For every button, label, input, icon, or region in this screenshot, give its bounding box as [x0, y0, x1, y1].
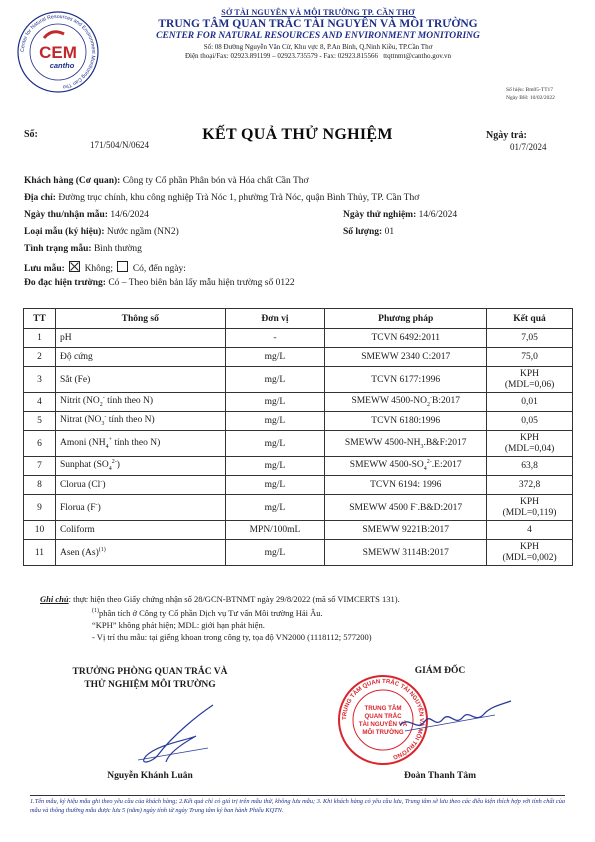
form-number: Số hiệu: Bm05-TT17	[506, 87, 554, 93]
cell-unit: mg/L	[225, 540, 325, 566]
cell-method	[325, 412, 487, 431]
method-subscript: 3	[420, 443, 424, 450]
col-header-unit: Đơn vị	[225, 309, 325, 329]
left-signatory-name: Nguyễn Khánh Luân	[107, 771, 193, 781]
stamp-ring-text: TRUNG TÂM QUAN TRẮC TÀI NGUYÊN VÀ MÔI TRƯỜNG	[341, 678, 425, 760]
cell-method	[325, 457, 487, 476]
param-text: Nitrat (NO	[59, 415, 102, 426]
note-text-1: : thực hiện theo Giấy chứng nhận số 28/GCN-BTNMT ngày 29/8/2022 (mã số VIMCERTS 131).	[68, 594, 400, 604]
address-value: Đường trục chính, khu công nghiệp Trà Nóc 1, phường Trà Nóc, quận Bình Thủy, TP. Cần Thơ	[58, 193, 420, 203]
col-header-method: Phương pháp	[325, 309, 487, 329]
cell-unit: mg/L	[225, 348, 325, 367]
cell-method	[325, 521, 487, 540]
table-row	[24, 457, 573, 476]
result-value: KPH	[520, 541, 540, 552]
cell-result	[487, 367, 573, 393]
logo-ring-text: Center for Natural Resources and Environment Monitoring Can Tho	[19, 13, 97, 90]
stamp-line-4: MÔI TRƯỜNG	[362, 729, 404, 736]
table-header-row	[24, 309, 573, 329]
table-row	[24, 495, 573, 521]
param-tail: tính theo N)	[106, 415, 155, 426]
cell-tt: 8	[24, 476, 56, 495]
method-text: SMEWW 2340 C:2017	[361, 352, 451, 362]
result-value: 0,01	[521, 396, 538, 407]
param-superscript: -	[104, 414, 107, 421]
table-row	[24, 367, 573, 393]
stamp-line-1: TRUNG TÂM	[364, 705, 402, 712]
result-value: 4	[527, 524, 532, 535]
results-table	[23, 308, 573, 566]
result-value: KPH	[520, 432, 540, 443]
report-number: 171/504/N/0624	[90, 140, 150, 150]
col-header-param: Thông số	[55, 309, 225, 329]
param-text: Asen (As)	[59, 548, 99, 559]
customer-value: Công ty Cổ phần Phân bón và Hóa chất Cần Thơ	[122, 176, 309, 186]
table-row	[24, 521, 573, 540]
address-label: Địa chỉ:	[24, 193, 56, 203]
param-tail: )	[116, 460, 120, 471]
cell-result	[487, 329, 573, 348]
param-superscript: -	[100, 479, 103, 486]
param-text: Amoni (NH	[59, 438, 106, 449]
cell-unit: mg/L	[225, 495, 325, 521]
retention-yes-checkbox[interactable]	[117, 261, 128, 272]
customer-label: Khách hàng (Cơ quan):	[24, 176, 121, 186]
condition-value: Bình thường	[93, 244, 142, 254]
sample-type-line	[24, 227, 179, 237]
stamp-line-2: QUAN TRẮC	[364, 713, 402, 720]
table-body	[24, 329, 573, 566]
dept-name: SỞ TÀI NGUYÊN VÀ MÔI TRƯỜNG TP. CẦN THƠ	[221, 8, 415, 17]
param-text: Sunphat (SO	[59, 460, 109, 471]
cell-tt: 9	[24, 495, 56, 521]
result-value: KPH	[520, 368, 540, 379]
note-sup: (1)	[92, 608, 99, 614]
method-tail: B:2017	[432, 396, 460, 407]
address-line	[24, 193, 419, 203]
right-signatory-title: GIÁM ĐỐC	[414, 666, 466, 676]
form-date: Ngày BH: 10/02/2022	[506, 95, 555, 101]
retention-line	[24, 261, 186, 274]
cell-unit: mg/L	[225, 476, 325, 495]
cell-tt: 3	[24, 367, 56, 393]
note-line-4: - Vị trí thu mẫu: tại giếng khoan trong công ty, tọa độ VN2000 (1118112; 577200)	[92, 631, 372, 642]
cell-method	[325, 495, 487, 521]
quantity-label: Số lượng:	[343, 227, 383, 237]
result-mdl: (MDL=0,04)	[504, 443, 555, 454]
cell-tt: 1	[24, 329, 56, 348]
center-name-en: CENTER FOR NATURAL RESOURCES AND ENVIRONMENT MONITORING	[156, 31, 480, 41]
cell-result	[487, 540, 573, 566]
retention-no-checkbox[interactable]	[69, 261, 80, 272]
table-row	[24, 348, 573, 367]
sample-type-value: Nước ngầm (NN2)	[106, 227, 179, 237]
left-title-line-2: THỬ NGHIỆM MÔI TRƯỜNG	[84, 680, 216, 690]
cell-result	[487, 521, 573, 540]
method-text: SMEWW 4500-NH	[344, 437, 421, 448]
customer-line	[24, 176, 309, 186]
cell-unit: mg/L	[225, 412, 325, 431]
retention-label: Lưu mẫu:	[24, 264, 65, 274]
center-contact	[108, 52, 528, 60]
condition-line	[24, 244, 142, 254]
return-date-label: Ngày trả:	[486, 130, 527, 141]
test-date-label: Ngày thử nghiệm:	[343, 210, 417, 220]
note-line-3: “KPH” không phát hiện; MDL: giới hạn phát hiện.	[92, 619, 265, 630]
cell-method	[325, 329, 487, 348]
cell-unit: mg/L	[225, 367, 325, 393]
result-value: 63,8	[521, 460, 538, 471]
field-measure-value: Có – Theo biên bản lấy mẫu hiện trường số 0122	[108, 278, 295, 288]
param-subscript: 3	[101, 421, 105, 428]
cell-unit: mg/L	[225, 457, 325, 476]
table-row	[24, 393, 573, 412]
param-text: Độ cứng	[59, 352, 93, 362]
table-row	[24, 329, 573, 348]
condition-label: Tình trạng mẫu:	[24, 244, 92, 254]
left-signatory-title	[45, 666, 255, 692]
cell-method	[325, 431, 487, 457]
param-text: Nitrit (NO	[59, 396, 100, 407]
param-text: Coliform	[59, 525, 95, 535]
method-tail: .B&D:2017	[417, 503, 463, 514]
cell-tt: 10	[24, 521, 56, 540]
cell-param	[55, 540, 225, 566]
cell-tt: 2	[24, 348, 56, 367]
result-value: 7,05	[521, 332, 538, 343]
param-tail: tính theo N)	[104, 396, 154, 407]
param-superscript: +	[108, 436, 112, 443]
param-text: pH	[59, 333, 72, 343]
cell-param	[55, 329, 225, 348]
param-subscript: 4	[105, 444, 109, 451]
method-text: TCVN 6180:1996	[371, 416, 441, 426]
contact-email[interactable]: ttqttnmt@cantho.gov.vn	[383, 52, 452, 60]
sample-date-line	[24, 210, 149, 220]
quantity-line	[343, 227, 394, 237]
cem-logo	[14, 8, 102, 96]
method-superscript: -	[430, 395, 432, 402]
result-mdl: (MDL=0,119)	[502, 507, 557, 518]
cell-unit: -	[225, 329, 325, 348]
param-superscript: (1)	[98, 546, 106, 553]
param-superscript: -	[102, 395, 105, 402]
cell-result	[487, 476, 573, 495]
cell-param	[55, 412, 225, 431]
right-signatory-name: Đoàn Thanh Tâm	[404, 771, 476, 781]
field-measure-line	[24, 278, 295, 288]
table-row	[24, 540, 573, 566]
method-tail: .E:2017	[431, 460, 462, 471]
stamp-line-3: TÀI NGUYÊN VÀ	[358, 721, 408, 728]
retention-yes-label: Có, đến ngày:	[132, 264, 186, 274]
cell-param	[55, 521, 225, 540]
cell-param	[55, 348, 225, 367]
method-text: SMEWW 4500-NO	[351, 396, 427, 407]
table-row	[24, 431, 573, 457]
method-text: TCVN 6492:2011	[371, 333, 440, 343]
param-tail: )	[97, 503, 101, 514]
method-subscript: 4	[423, 466, 427, 473]
report-number-label: Số:	[24, 129, 38, 140]
table-row	[24, 412, 573, 431]
cell-tt: 6	[24, 431, 56, 457]
cell-unit: mg/L	[225, 393, 325, 412]
cell-unit: mg/L	[225, 431, 325, 457]
cell-tt: 11	[24, 540, 56, 566]
result-value: 75,0	[521, 351, 538, 362]
cell-method	[325, 348, 487, 367]
form-revision	[506, 86, 555, 102]
quantity-value: 01	[384, 227, 395, 237]
param-text: Sắt (Fe)	[59, 374, 91, 385]
method-text: SMEWW 3114B:2017	[362, 547, 449, 558]
cell-param	[55, 393, 225, 412]
cell-param	[55, 476, 225, 495]
right-signature-icon	[395, 695, 515, 740]
param-superscript: 2-	[111, 459, 117, 466]
note-text-2: phân tích ở Công ty Cổ phần Dịch vụ Tư vấn Môi trường Hải Âu.	[99, 607, 323, 618]
return-date: 01/7/2024	[510, 142, 547, 152]
cell-param	[55, 457, 225, 476]
retention-no-label: Không;	[84, 264, 114, 274]
cell-result	[487, 495, 573, 521]
table-row	[24, 476, 573, 495]
method-text: TCVN 6194: 1996	[370, 480, 442, 490]
param-tail: )	[102, 480, 106, 491]
method-subscript: 2	[427, 402, 430, 409]
cell-tt: 4	[24, 393, 56, 412]
field-measure-label: Đo đạc hiện trường:	[24, 278, 106, 288]
cell-result	[487, 393, 573, 412]
sample-type-label: Loại mẫu (ký hiệu):	[24, 227, 105, 237]
method-text: SMEWW 9221B:2017	[362, 525, 450, 535]
param-text: Florua (F	[59, 503, 96, 514]
notes	[40, 593, 400, 643]
param-text: Clorua (Cl	[59, 480, 101, 491]
col-header-tt: TT	[24, 309, 56, 329]
sample-date-value: 14/6/2024	[110, 210, 149, 220]
test-date-line	[343, 210, 457, 220]
center-address: Số: 08 Đường Nguyễn Văn Cừ, Khu vực 8, P.An Bình, Q.Ninh Kiều, TP.Cần Thơ	[203, 43, 433, 51]
result-value: 372,8	[518, 479, 541, 490]
left-title-line-1: TRƯỞNG PHÒNG QUAN TRẮC VÀ	[72, 667, 228, 677]
result-mdl: (MDL=0,002)	[502, 552, 557, 563]
method-text: SMEWW 4500 F	[349, 503, 416, 514]
cell-unit: MPN/100mL	[225, 521, 325, 540]
param-subscript: 2	[99, 402, 103, 409]
cell-result	[487, 412, 573, 431]
method-superscript: 2-	[426, 459, 432, 466]
cell-method	[325, 367, 487, 393]
cell-result	[487, 348, 573, 367]
result-mdl: (MDL=0,06)	[504, 379, 555, 390]
note-line-2	[40, 605, 400, 619]
param-superscript: -	[95, 501, 98, 508]
test-date-value: 14/6/2024	[418, 210, 458, 220]
cell-result	[487, 457, 573, 476]
cell-method	[325, 476, 487, 495]
method-text: TCVN 6177:1996	[371, 374, 441, 385]
result-value: 0,05	[521, 415, 538, 426]
param-subscript: 4	[108, 466, 112, 473]
footer-disclaimer: 1.Tên mẫu, ký hiệu mẫu ghi theo yêu cầu của khách hàng; 2.Kết quả chỉ có giá trị trên mẫu thử, không lưu mẫu; 3. Khi khách hàng có yêu cầu lưu, Trung tâm sẽ lưu theo các điều kiện thích hợp với tính chất của mẫu và thông thường mẫu được lưu 5 (năm) ngày tính từ ngày Trung tâm ký ban hành Phiếu KQTN.	[30, 795, 565, 815]
param-tail: tính theo N)	[112, 438, 161, 449]
cell-tt: 5	[24, 412, 56, 431]
letterhead	[108, 8, 528, 60]
left-signature-icon	[118, 700, 228, 770]
contact-phone: Điện thoại/Fax: 02923.891199 – 02923.735579 - Fax: 02923.815566	[184, 52, 378, 60]
result-value: KPH	[520, 496, 540, 507]
cell-tt: 7	[24, 457, 56, 476]
center-name-vi: TRUNG TÂM QUAN TRẮC TÀI NGUYÊN VÀ MÔI TRƯỜNG	[158, 18, 478, 30]
method-tail: .B&F:2017	[423, 437, 467, 448]
note-label: Ghi chú	[40, 594, 69, 604]
cell-result	[487, 431, 573, 457]
page-title: KẾT QUẢ THỬ NGHIỆM	[202, 126, 393, 143]
cell-param	[55, 367, 225, 393]
method-superscript: -	[415, 501, 418, 508]
method-text: SMEWW 4500-SO	[349, 460, 424, 471]
cell-param	[55, 431, 225, 457]
logo-text: CEM	[39, 43, 77, 62]
cell-param	[55, 495, 225, 521]
cell-method	[325, 393, 487, 412]
note-line-1	[40, 593, 400, 605]
logo-subtext: cantho	[49, 61, 75, 70]
sample-date-label: Ngày thu/nhận mẫu:	[24, 210, 108, 220]
cell-method	[325, 540, 487, 566]
col-header-result: Kết quả	[487, 309, 573, 329]
